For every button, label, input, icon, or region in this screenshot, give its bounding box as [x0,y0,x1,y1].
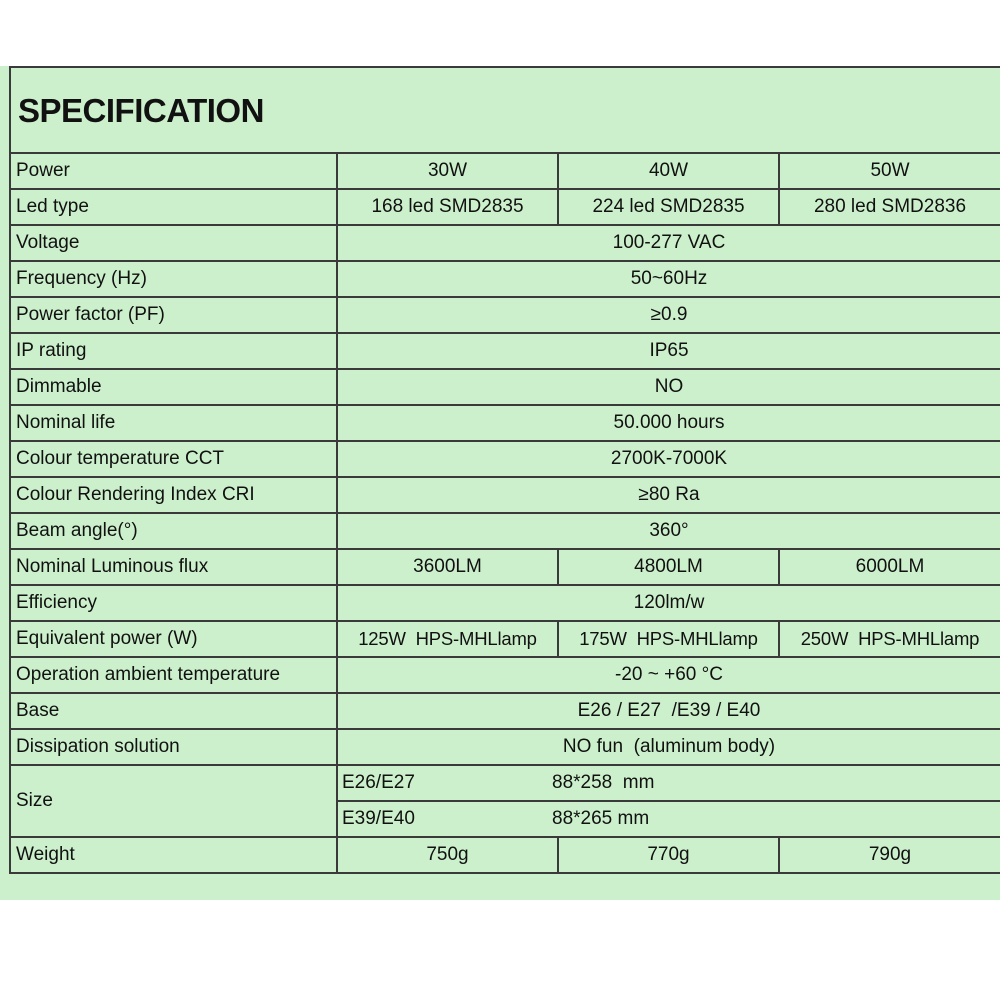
value-40w-model: 4800LM [558,549,779,585]
value-all-models: 120lm/w [337,585,1000,621]
value-all-models: ≥80 Ra [337,477,1000,513]
row-power-factor [10,297,1000,333]
value-all-models: -20 ~ +60 °C [337,657,1000,693]
value-all-models: NO [337,369,1000,405]
row-label: Dissipation solution [10,729,337,765]
row-cri [10,477,1000,513]
sheet-top-border [9,66,1000,68]
value-all-models: 360° [337,513,1000,549]
row-led-type [10,189,1000,225]
value-30w-model: 30W [337,153,558,189]
value-all-models: 100-277 VAC [337,225,1000,261]
row-label: Beam angle(°) [10,513,337,549]
value-all-models: E26 / E27 /E39 / E40 [337,693,1000,729]
row-cct [10,441,1000,477]
value-30w-model: 750g [337,837,558,873]
row-label: Weight [10,837,337,873]
value-50w-model: 790g [779,837,1000,873]
value-all-models: 50~60Hz [337,261,1000,297]
row-label: Size [10,765,337,837]
row-ip-rating [10,333,1000,369]
row-equivalent-power [10,621,1000,657]
row-power [10,153,1000,189]
value-all-models: 2700K-7000K [337,441,1000,477]
row-label: Efficiency [10,585,337,621]
row-dissipation [10,729,1000,765]
value-40w-model: 40W [558,153,779,189]
value-50w-model: 280 led SMD2836 [779,189,1000,225]
row-frequency [10,261,1000,297]
specification-table [9,152,1000,874]
row-label: IP rating [10,333,337,369]
value-all-models: ≥0.9 [337,297,1000,333]
row-dimmable [10,369,1000,405]
row-weight [10,837,1000,873]
value-all-models: NO fun (aluminum body) [337,729,1000,765]
value-50w-model: 50W [779,153,1000,189]
value-40w-model: 770g [558,837,779,873]
size-dimension: 88*258 mm [552,772,655,793]
row-efficiency [10,585,1000,621]
value-40w-model: 224 led SMD2835 [558,189,779,225]
row-base [10,693,1000,729]
value-30w-model: 3600LM [337,549,558,585]
row-operation-temperature [10,657,1000,693]
size-base-type: E39/E40 [342,808,415,829]
value-40w-model: 175W HPS-MHLlamp [558,621,779,657]
row-label: Dimmable [10,369,337,405]
page-title: SPECIFICATION [18,92,264,129]
value-all-models: IP65 [337,333,1000,369]
row-label: Nominal life [10,405,337,441]
size-entry [337,765,1000,801]
row-size [10,765,1000,801]
row-luminous-flux [10,549,1000,585]
row-label: Led type [10,189,337,225]
row-label: Frequency (Hz) [10,261,337,297]
row-label: Nominal Luminous flux [10,549,337,585]
row-label: Power factor (PF) [10,297,337,333]
value-30w-model: 168 led SMD2835 [337,189,558,225]
row-label: Colour temperature CCT [10,441,337,477]
size-entry [337,801,1000,837]
row-label: Base [10,693,337,729]
row-label: Power [10,153,337,189]
row-voltage [10,225,1000,261]
value-50w-model: 250W HPS-MHLlamp [779,621,1000,657]
size-base-type: E26/E27 [342,772,415,793]
row-label: Voltage [10,225,337,261]
size-dimension: 88*265 mm [552,808,650,829]
value-50w-model: 6000LM [779,549,1000,585]
value-30w-model: 125W HPS-MHLlamp [337,621,558,657]
row-nominal-life [10,405,1000,441]
row-label: Operation ambient temperature [10,657,337,693]
row-label: Colour Rendering Index CRI [10,477,337,513]
row-beam-angle [10,513,1000,549]
row-label: Equivalent power (W) [10,621,337,657]
value-all-models: 50.000 hours [337,405,1000,441]
